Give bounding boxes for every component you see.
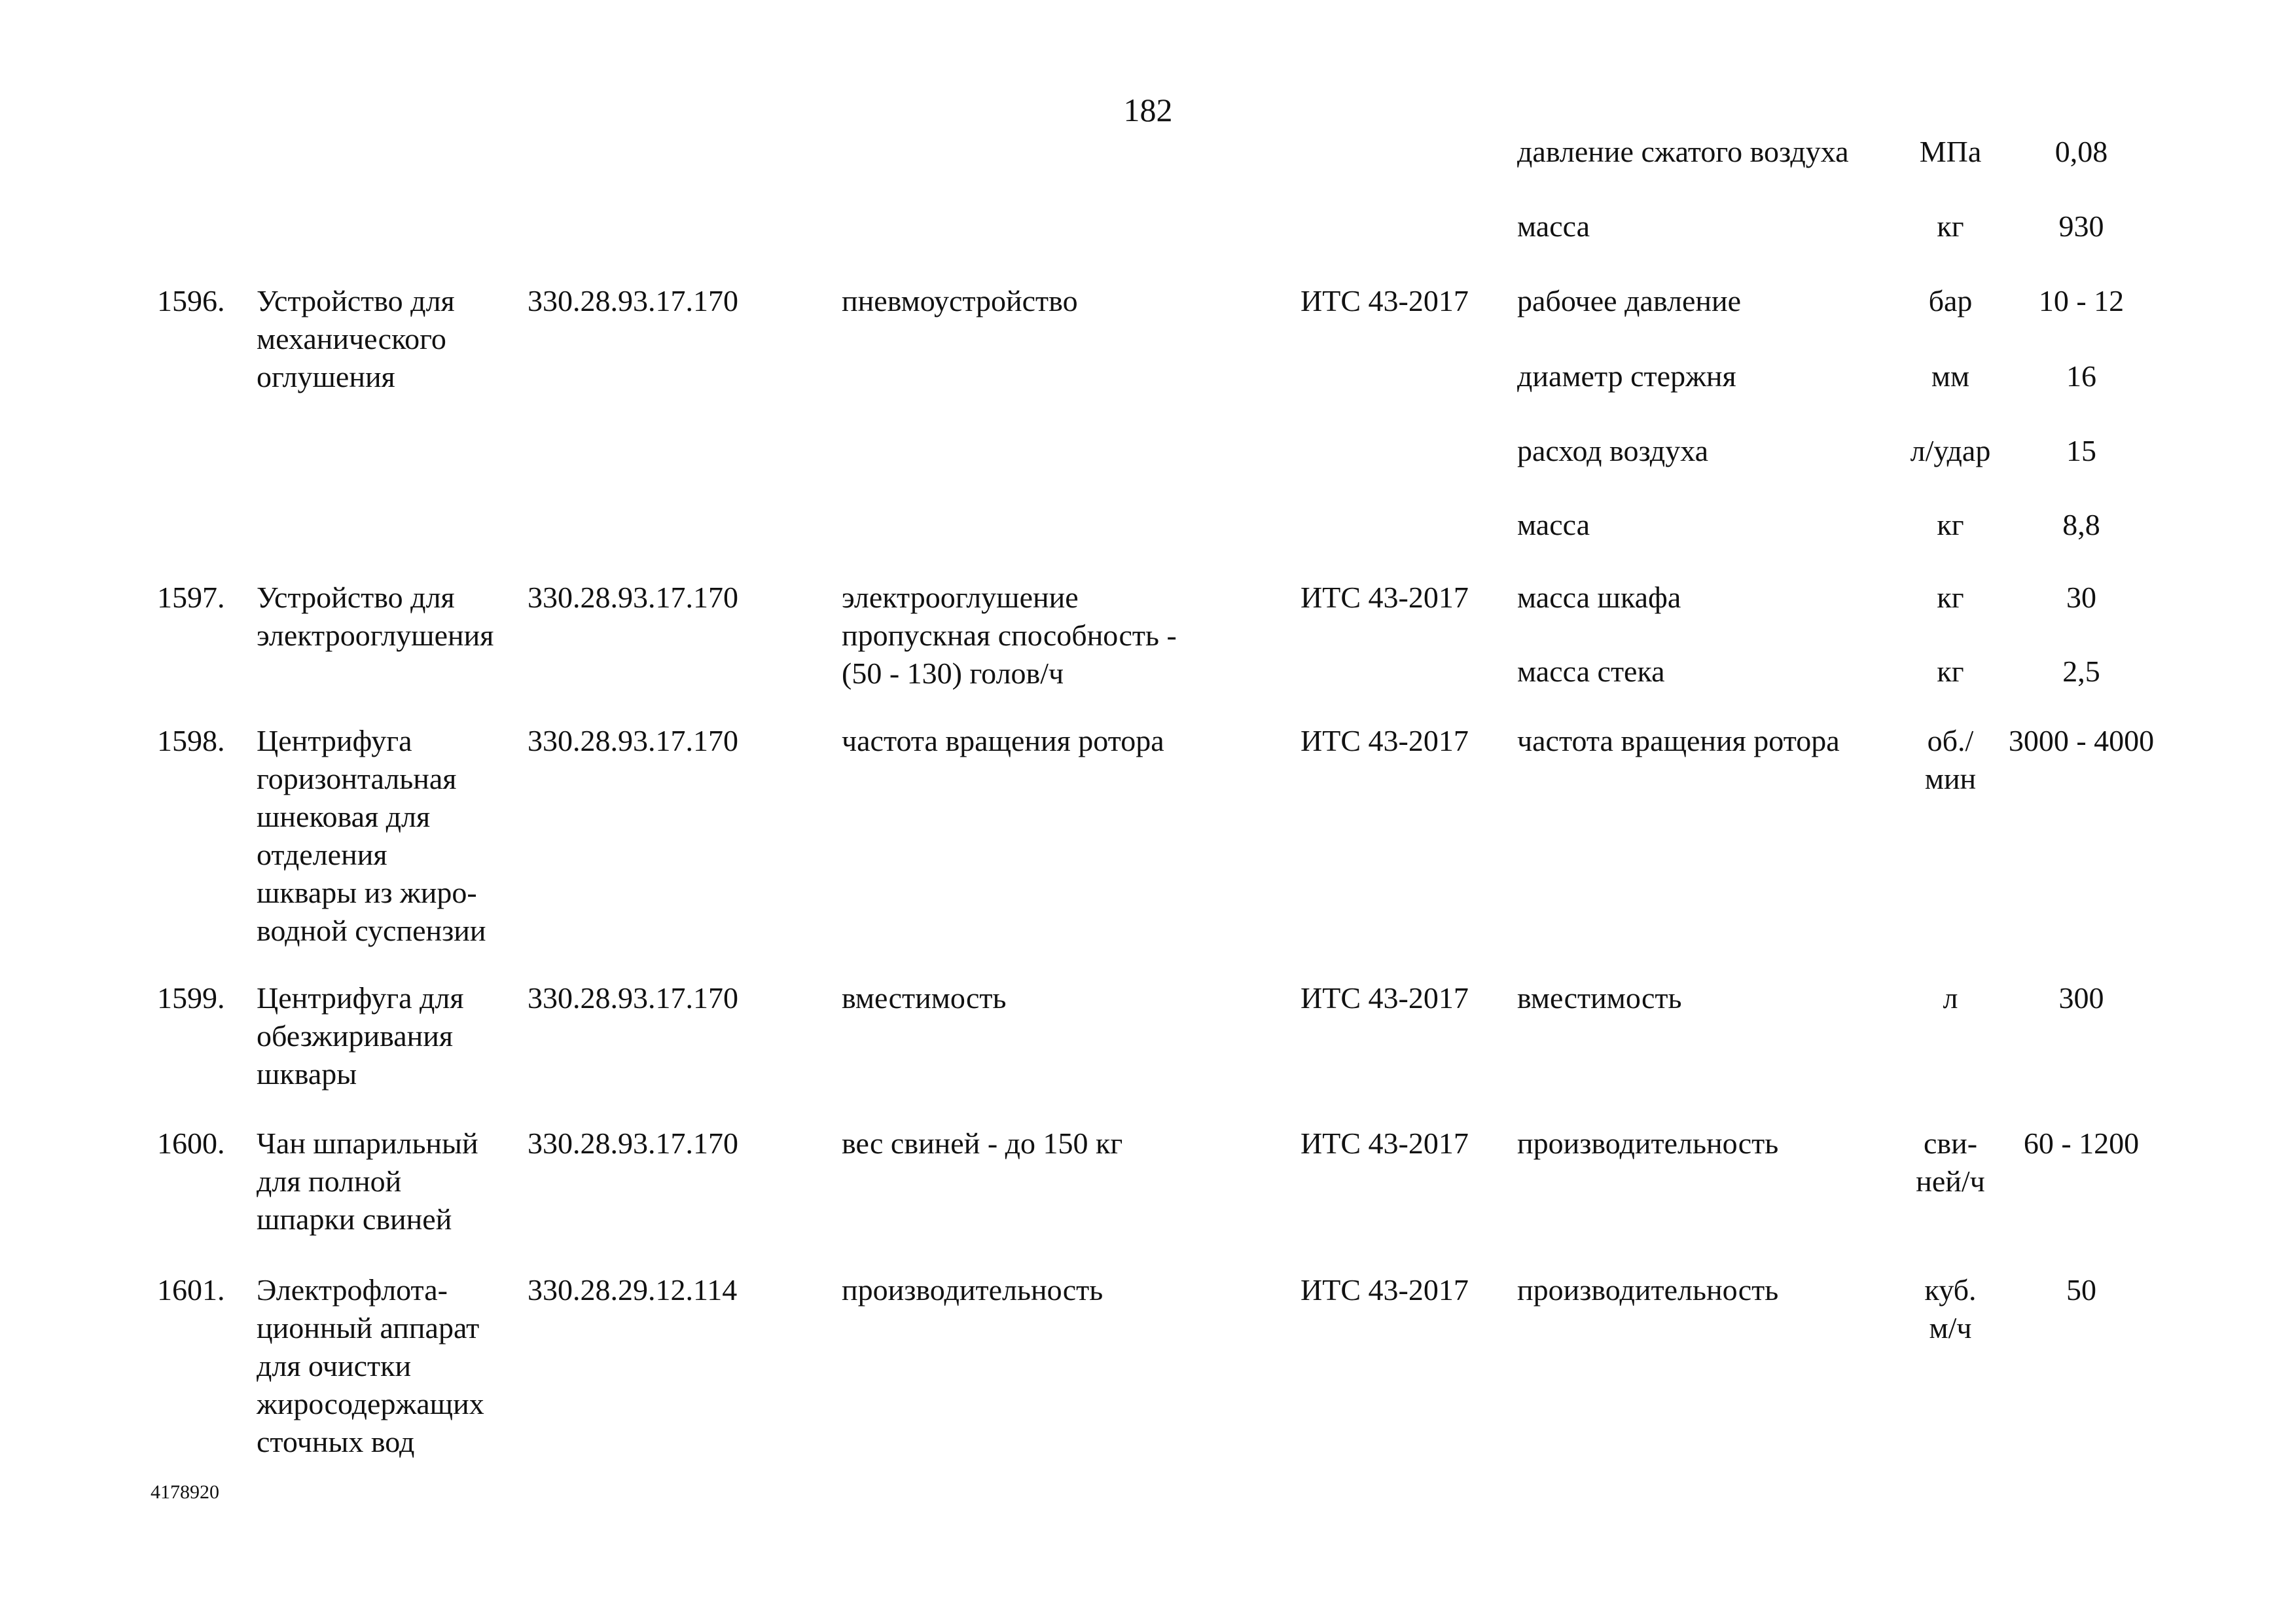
item-number: 1596. [157, 284, 225, 317]
param-value: 60 - 1200 [2023, 1127, 2140, 1160]
param-name: масса [1517, 209, 1590, 243]
item-standard: ИТС 43-2017 [1300, 1273, 1469, 1307]
item-description-line: электрооглушение [842, 581, 1079, 614]
item-name-line: обезжиривания [257, 1019, 454, 1053]
item-name-line: Электрофлота- [257, 1273, 448, 1307]
param-unit: мин [1924, 762, 1977, 795]
item-standard: ИТС 43-2017 [1300, 724, 1469, 757]
param-unit: мм [1931, 359, 1970, 393]
page-number: 182 [1123, 92, 1173, 128]
param-value: 3000 - 4000 [2008, 724, 2155, 757]
param-unit: кг [1937, 581, 1964, 614]
item-number: 1600. [157, 1127, 225, 1160]
item-name-line: шквары [257, 1057, 357, 1091]
param-value: 10 - 12 [2038, 284, 2125, 317]
item-standard: ИТС 43-2017 [1300, 1127, 1469, 1160]
item-description-line: вес свиней - до 150 кг [842, 1127, 1123, 1160]
item-description-line: пропускная способность - [842, 619, 1177, 652]
param-name: масса [1517, 508, 1590, 541]
item-number: 1601. [157, 1273, 225, 1307]
item-code: 330.28.93.17.170 [528, 981, 738, 1015]
param-value: 0,08 [2054, 135, 2108, 168]
item-description-line: вместимость [842, 981, 1007, 1015]
param-name: расход воздуха [1517, 434, 1709, 467]
param-unit: м/ч [1929, 1311, 1972, 1344]
param-unit: об./ [1927, 724, 1974, 757]
item-name-line: шквары из жиро- [257, 876, 477, 909]
param-unit: кг [1937, 655, 1964, 688]
param-value: 2,5 [2062, 655, 2100, 688]
item-name-line: жиросодержащих [257, 1387, 484, 1420]
param-unit: л [1943, 981, 1958, 1015]
param-name: вместимость [1517, 981, 1682, 1015]
param-name: производительность [1517, 1127, 1779, 1160]
item-code: 330.28.93.17.170 [528, 581, 738, 614]
param-unit: кг [1937, 209, 1964, 243]
item-code: 330.28.93.17.170 [528, 724, 738, 757]
param-name: рабочее давление [1517, 284, 1742, 317]
param-name: производительность [1517, 1273, 1779, 1307]
param-value: 16 [2066, 359, 2096, 393]
param-unit: л/удар [1910, 434, 1991, 467]
item-name-line: водной суспензии [257, 914, 486, 947]
param-value: 50 [2066, 1273, 2096, 1307]
item-name-line: сточных вод [257, 1425, 415, 1458]
item-name-line: отделения [257, 838, 387, 871]
param-value: 300 [2058, 981, 2104, 1015]
param-value: 8,8 [2062, 508, 2100, 541]
param-unit: МПа [1919, 135, 1982, 168]
item-name-line: Устройство для [257, 581, 455, 614]
param-value: 30 [2066, 581, 2096, 614]
param-name: диаметр стержня [1517, 359, 1736, 393]
item-code: 330.28.93.17.170 [528, 284, 738, 317]
item-standard: ИТС 43-2017 [1300, 581, 1469, 614]
item-name-line: для очистки [257, 1349, 412, 1382]
item-description-line: производительность [842, 1273, 1103, 1307]
item-name-line: оглушения [257, 360, 395, 393]
item-name-line: Устройство для [257, 284, 455, 317]
param-name: давление сжатого воздуха [1517, 135, 1849, 168]
item-code: 330.28.93.17.170 [528, 1127, 738, 1160]
item-name-line: электрооглушения [257, 619, 494, 652]
item-name-line: механического [257, 322, 446, 355]
item-description-line: пневмоустройство [842, 284, 1078, 317]
param-unit: куб. [1924, 1273, 1977, 1307]
item-code: 330.28.29.12.114 [528, 1273, 738, 1307]
item-name-line: шпарки свиней [257, 1202, 452, 1236]
param-name: масса стека [1517, 655, 1665, 688]
param-name: частота вращения ротора [1517, 724, 1840, 757]
footer-code: 4178920 [151, 1481, 219, 1503]
param-value: 930 [2058, 209, 2104, 243]
item-name-line: шнековая для [257, 800, 431, 833]
item-name-line: Центрифуга для [257, 981, 464, 1015]
item-standard: ИТС 43-2017 [1300, 981, 1469, 1015]
item-number: 1598. [157, 724, 225, 757]
item-number: 1597. [157, 581, 225, 614]
param-name: масса шкафа [1517, 581, 1681, 614]
item-name-line: Центрифуга [257, 724, 412, 757]
param-unit: бар [1928, 284, 1973, 317]
item-name-line: для полной [257, 1164, 402, 1198]
param-unit: ней/ч [1916, 1164, 1985, 1198]
param-unit: кг [1937, 508, 1964, 541]
item-description-line: (50 - 130) голов/ч [842, 657, 1064, 690]
item-description-line: частота вращения ротора [842, 724, 1164, 757]
item-name-line: Чан шпарильный [257, 1127, 478, 1160]
item-number: 1599. [157, 981, 225, 1015]
param-unit: сви- [1923, 1127, 1978, 1160]
item-name-line: горизонтальная [257, 762, 457, 795]
item-name-line: ционный аппарат [257, 1311, 480, 1344]
param-value: 15 [2066, 434, 2096, 467]
item-standard: ИТС 43-2017 [1300, 284, 1469, 317]
